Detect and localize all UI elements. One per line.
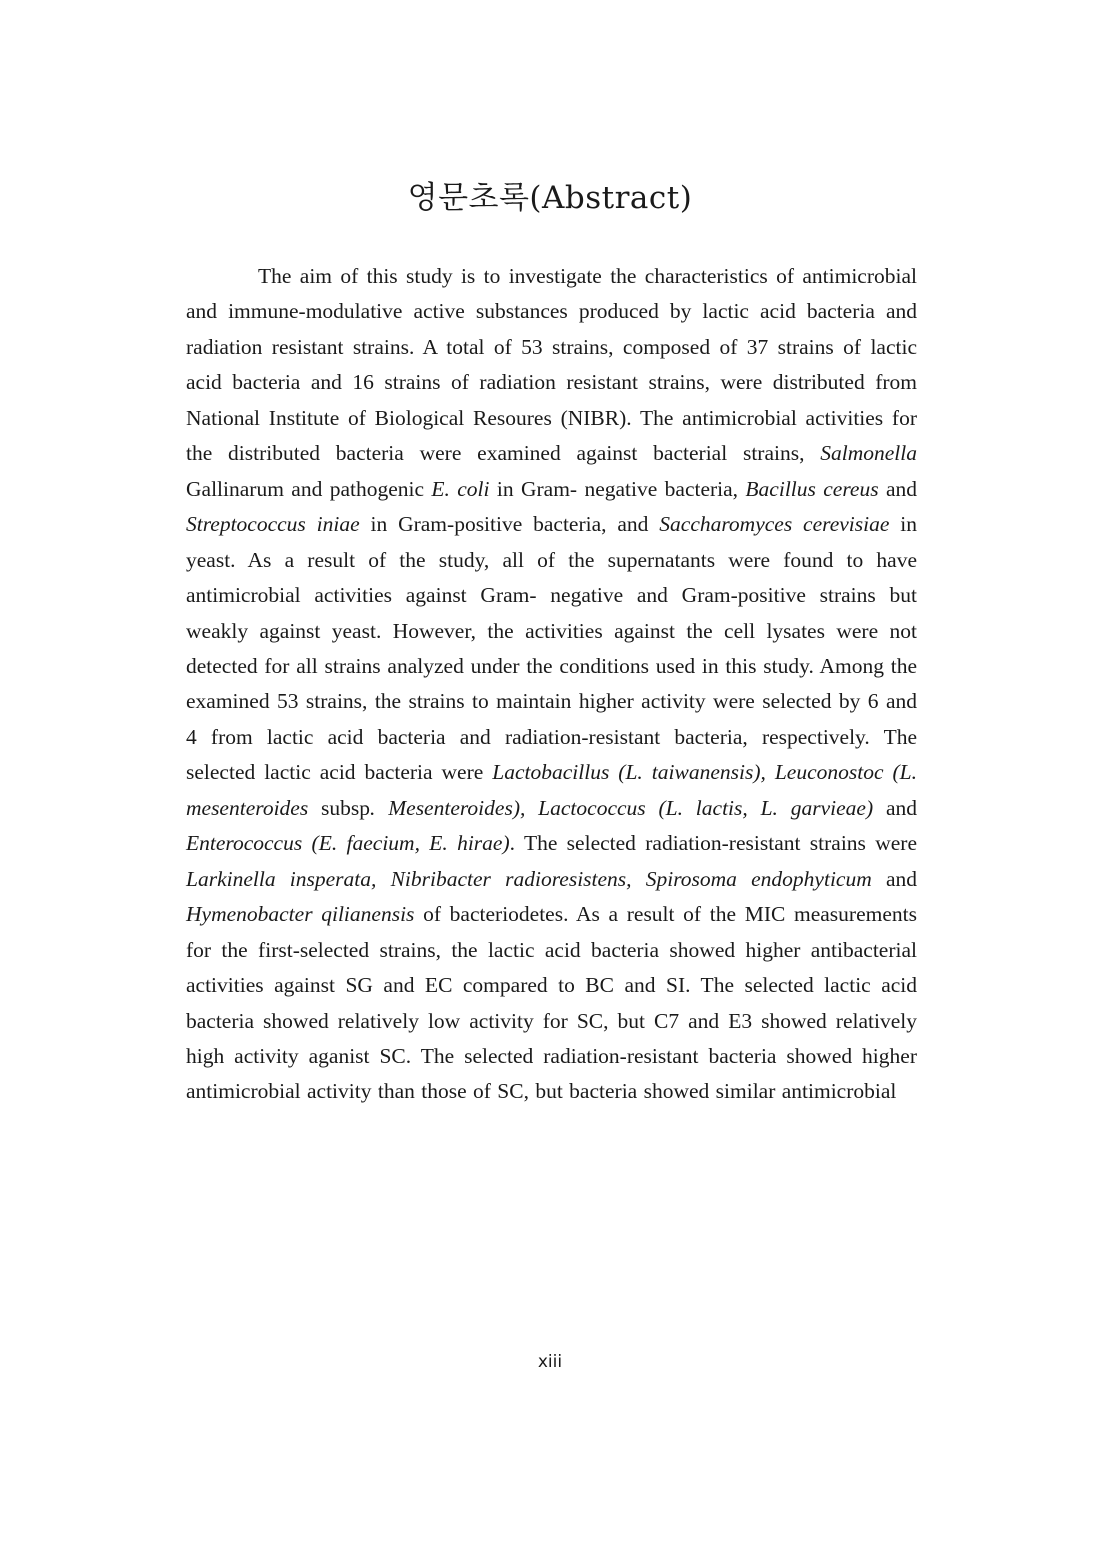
abstract-text: of bacteriodetes. As a result of the MIC measurements for the first-selected strains, the lactic acid bacteria showed higher antibacterial activities against SG and EC compared to BC and SI. The selected lactic acid bacteria showed relatively low activity for SC, but C7 and E3 showed relatively high activity aganist SC. The selected radiation-resistant bacteria showed higher antimicrobial activity than those of SC, but bacteria showed similar antimicrobial xyxy=(186,902,917,1104)
abstract-paragraph xyxy=(186,259,917,1110)
page-number: xiii xyxy=(537,1352,563,1372)
species-name: Streptococcus iniae xyxy=(186,512,360,537)
species-name: Bacillus cereus xyxy=(745,476,879,501)
species-name: Salmonella xyxy=(820,441,917,466)
species-name: Lactobacillus (L. taiwanensis), Leuconostoc (L. mesenteroides xyxy=(186,760,917,820)
abstract-text: in yeast. As a result of the study, all of the supernatants were found to have antimicrobial activities against Gram- negative and Gram-positive strains but weakly against yeast. However, the activities against the cell lysates were not detected for all strains analyzed under the conditions used in this study. Among the examined 53 strains, the strains to maintain higher activity were selected by 6 and 4 from lactic acid bacteria and radiation-resistant bacteria, respectively. The selected lactic acid bacteria were xyxy=(186,512,917,785)
species-name: Enterococcus (E. faecium, E. hirae) xyxy=(186,831,510,856)
abstract-text: and xyxy=(878,476,917,501)
species-name: Larkinella insperata, Nibribacter radioresistens, Spirosoma endophyticum xyxy=(186,866,872,891)
abstract-text: Gallinarum and pathogenic xyxy=(186,476,432,501)
species-name: Saccharomyces cerevisiae xyxy=(659,512,890,537)
species-name: Hymenobacter qilianensis xyxy=(186,902,415,927)
abstract-text: subsp xyxy=(308,795,371,820)
abstract-text: The aim of this study is to investigate the characteristics of antimicrobial and immune-modulative active substances produced by lactic acid bacteria and radiation resistant strains. A total of 53 strains, composed of 37 strains of lactic acid bacteria and 16 strains of radiation resistant strains, were distributed from National Institute of Biological Resoures (NIBR). The antimicrobial activities for the distributed bacteria were examined against bacterial strains, xyxy=(186,264,917,466)
species-name: . Mesenteroides), Lactococcus (L. lactis, L. garvieae) xyxy=(370,795,874,820)
abstract-text: and xyxy=(873,795,918,820)
page-title: 영문초록(Abstract) xyxy=(407,180,693,216)
abstract-text: in Gram-positive bacteria, and xyxy=(359,512,660,537)
species-name: E. coli xyxy=(431,476,490,501)
abstract-text: and xyxy=(871,866,917,891)
abstract-text: in Gram- negative bacteria, xyxy=(489,476,746,501)
abstract-text: . The selected radiation-resistant strains were xyxy=(509,831,917,856)
